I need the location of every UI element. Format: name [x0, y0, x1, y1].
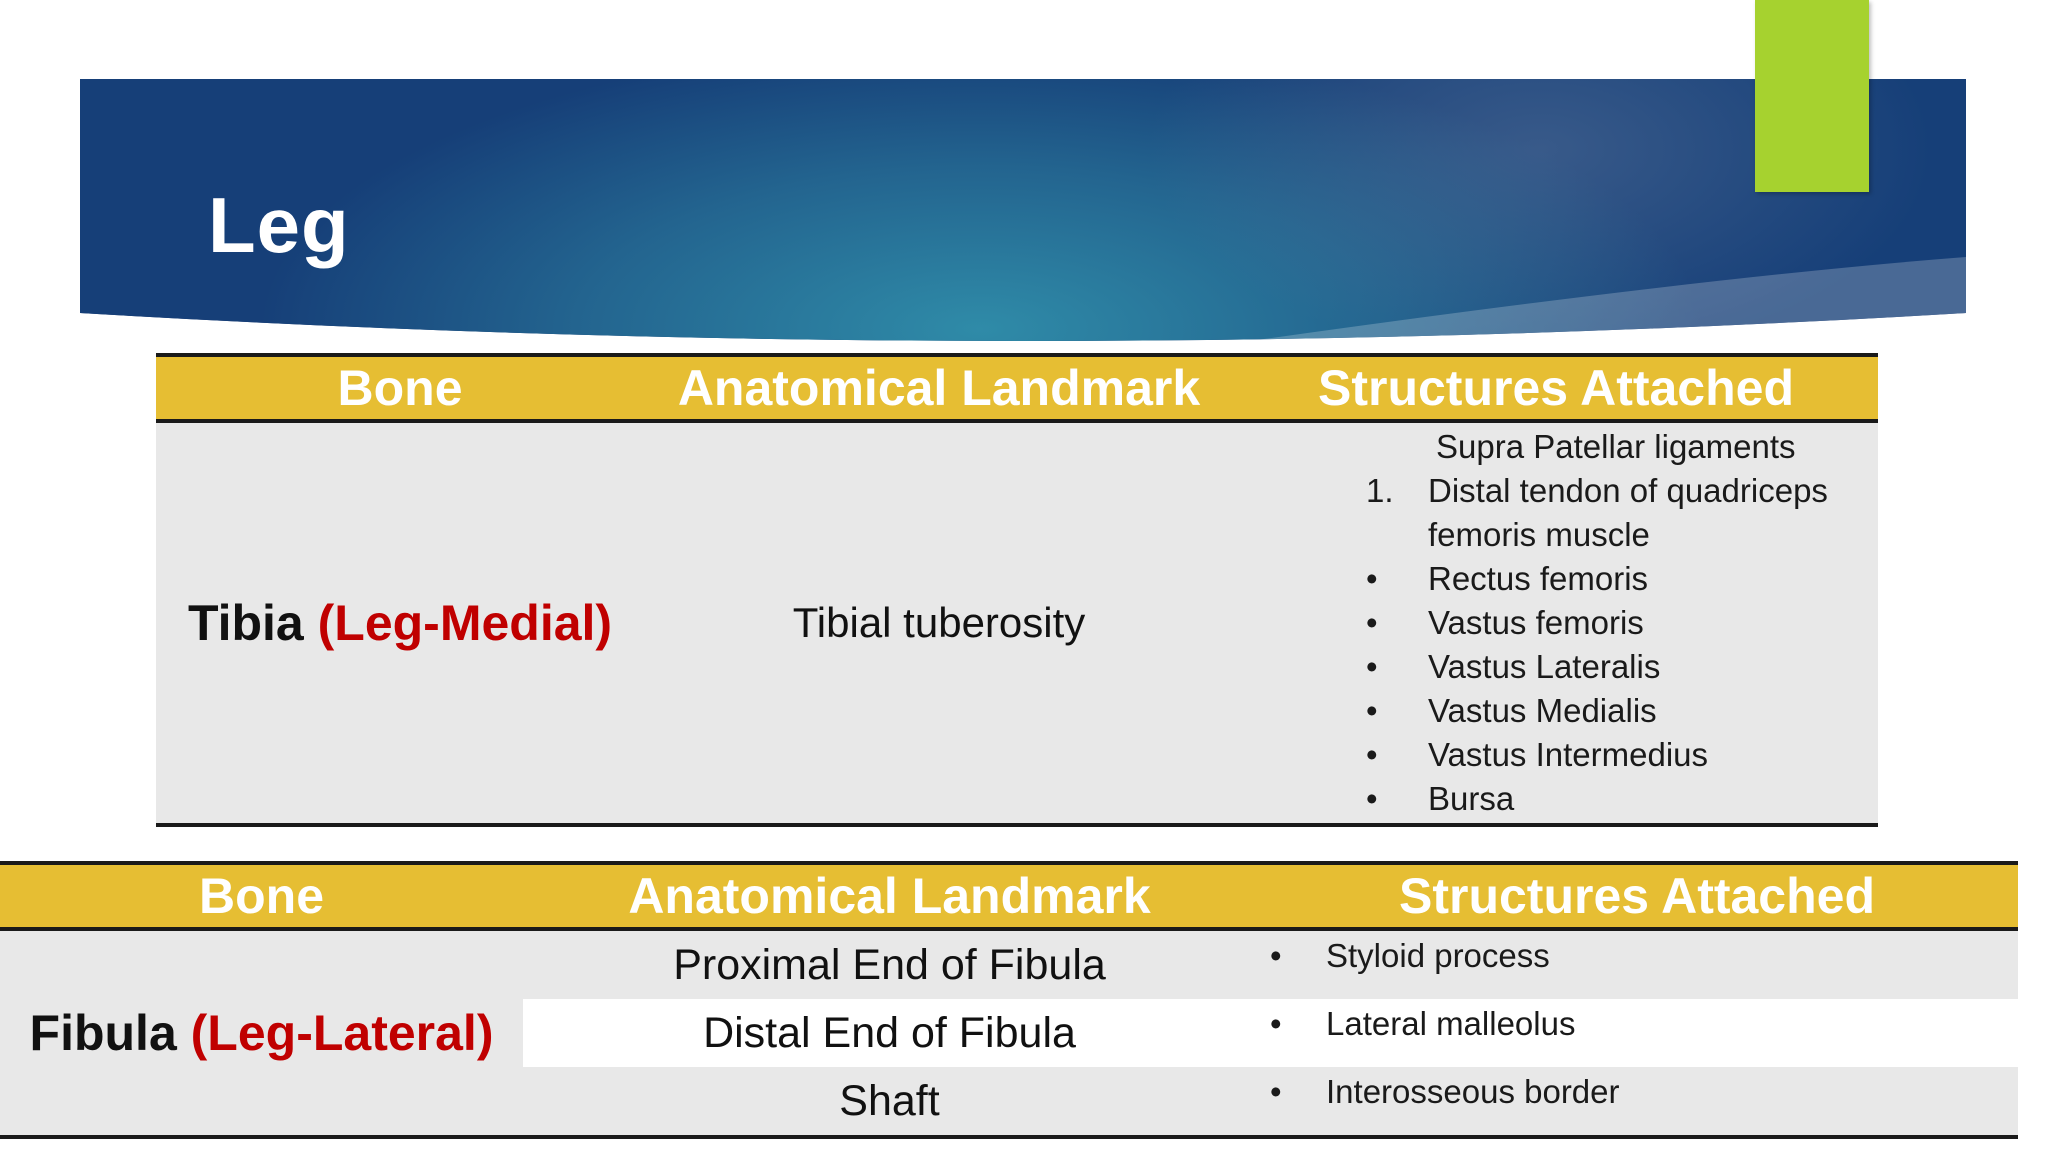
slide-title: Leg	[208, 181, 350, 269]
structure-cell: • Styloid process	[1256, 929, 2018, 999]
list-item: • Bursa	[1366, 780, 1515, 817]
table-row	[0, 929, 2018, 999]
bone-region: (Leg-Lateral)	[190, 1005, 494, 1061]
header-anatomical-landmark: Anatomical Landmark	[523, 863, 1256, 929]
fibula-table-header-row	[0, 863, 2018, 929]
tibia-row	[156, 421, 1878, 825]
structure-cell: • Interosseous border	[1256, 1067, 2018, 1137]
tibia-bone-cell	[156, 421, 644, 825]
tibia-table-header-row	[156, 355, 1878, 421]
landmark-cell: Shaft	[523, 1067, 1256, 1137]
list-item: • Vastus Lateralis	[1366, 648, 1661, 685]
landmark-cell: Distal End of Fibula	[523, 999, 1256, 1067]
bone-region: (Leg-Medial)	[317, 595, 613, 651]
structures-list	[1366, 425, 1878, 821]
header-anatomical-landmark: Anatomical Landmark	[644, 355, 1234, 421]
structures-heading: Supra Patellar ligaments	[1436, 428, 1796, 465]
list-item: • Vastus Intermedius	[1366, 736, 1709, 773]
list-item: • Vastus Medialis	[1366, 692, 1657, 729]
header-bone: Bone	[0, 863, 523, 929]
green-accent-bar	[1755, 0, 1869, 192]
header-structures-attached: Structures Attached	[1234, 355, 1878, 421]
tibia-structures-cell	[1234, 421, 1878, 825]
landmark-cell: Proximal End of Fibula	[523, 929, 1256, 999]
list-item: • Vastus femoris	[1366, 604, 1644, 641]
list-item: 1. Distal tendon of quadriceps	[1366, 472, 1828, 509]
tibia-landmark-cell: Tibial tuberosity	[644, 421, 1234, 825]
bone-name: Fibula	[29, 1005, 177, 1061]
structure-cell: • Lateral malleolus	[1256, 999, 2018, 1067]
fibula-table	[0, 861, 2018, 1139]
fibula-bone-cell	[0, 929, 523, 1137]
header-bone: Bone	[156, 355, 644, 421]
list-item: • Rectus femoris	[1366, 560, 1649, 597]
tibia-table	[156, 353, 1878, 827]
bone-name: Tibia	[187, 595, 304, 651]
list-item: femoris muscle	[1428, 516, 1650, 553]
header-structures-attached: Structures Attached	[1256, 863, 2018, 929]
